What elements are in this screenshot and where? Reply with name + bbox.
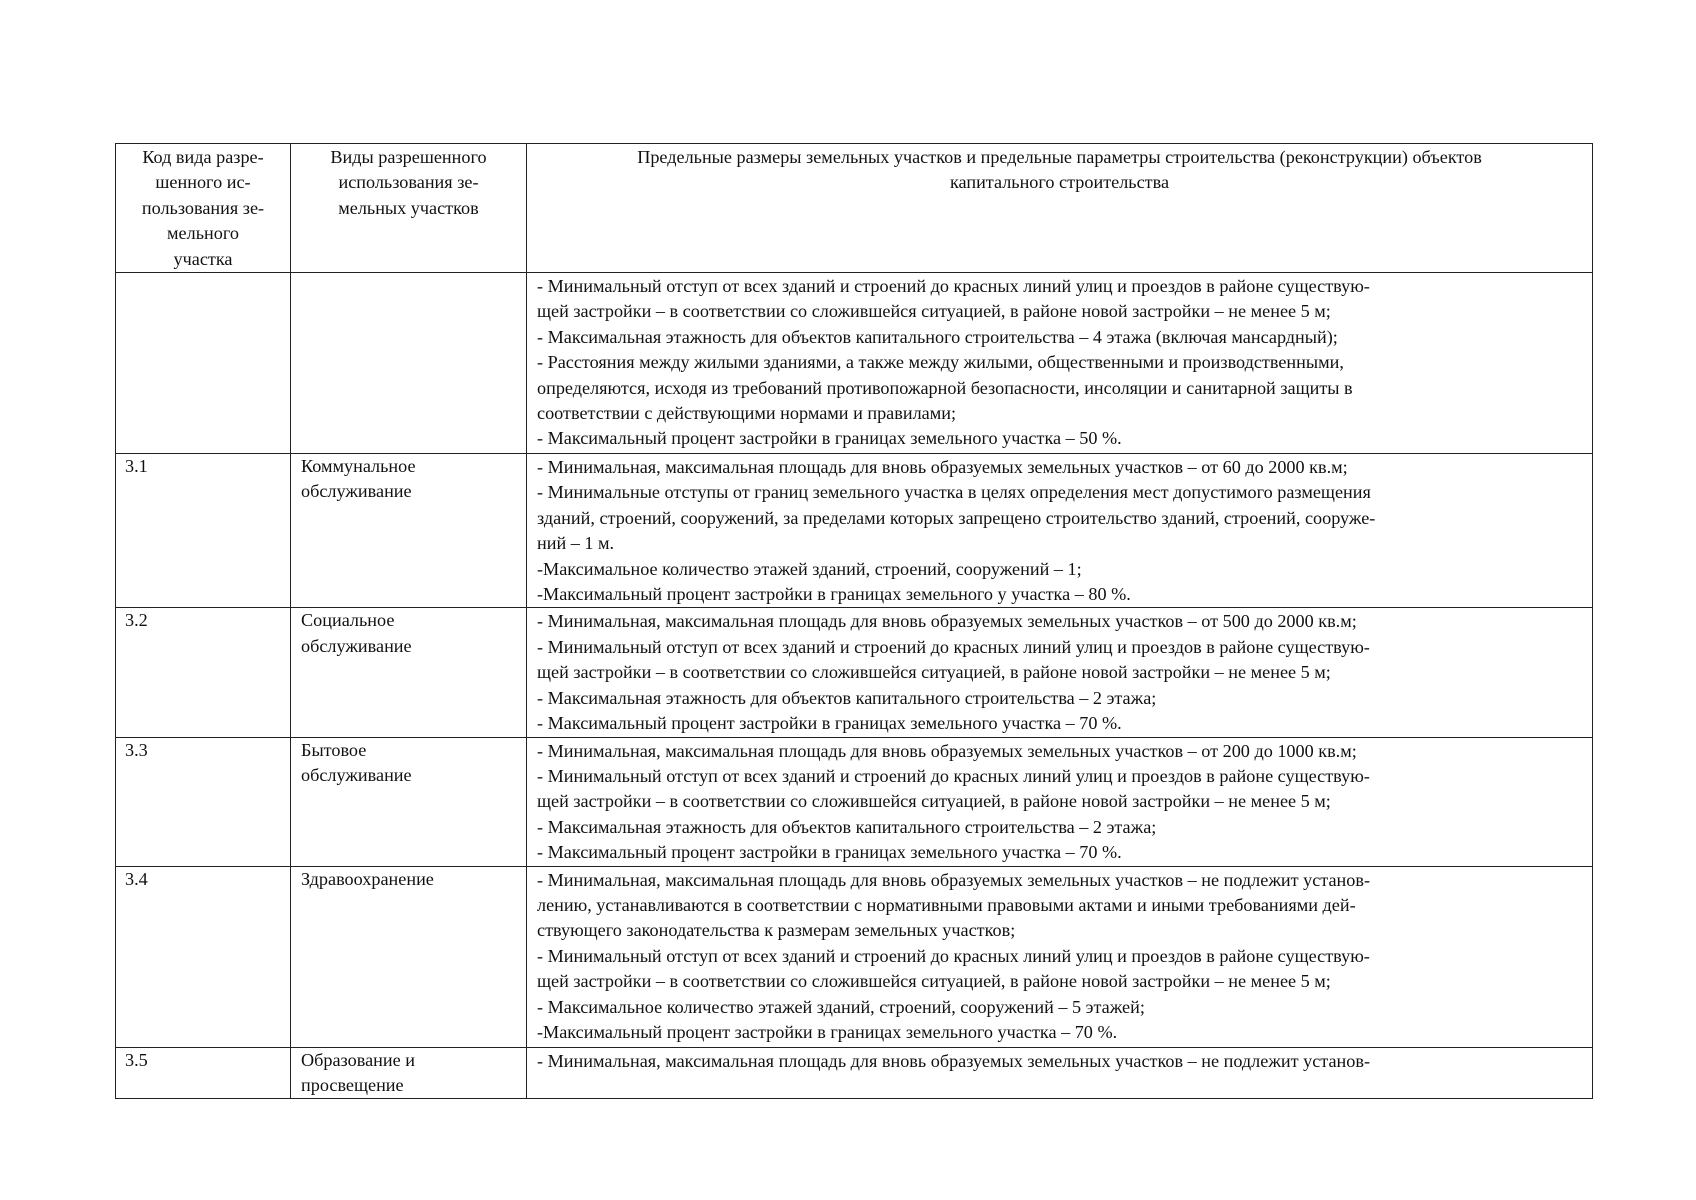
text-line: использования зе- — [338, 172, 479, 193]
row-kind — [291, 273, 527, 454]
text-line: ствующего законодательства к размерам земельных участков; — [537, 920, 1016, 941]
row-code: 3.5 — [116, 1047, 291, 1099]
row-params — [527, 273, 1593, 454]
text-line: - Максимальный процент застройки в границах земельного участка – 50 %. — [537, 428, 1122, 449]
row-code: 3.3 — [116, 737, 291, 866]
text-line: лению, устанавливаются в соответствии с нормативными правовыми актами и иными требованиями дей- — [537, 894, 1356, 915]
text-line: - Расстояния между жилыми зданиями, а также между жилыми, общественными и производственными, — [537, 352, 1344, 373]
text-line: щей застройки – в соответствии со сложившейся ситуацией, в районе новой застройки – не менее 5 м; — [537, 791, 1331, 812]
row-params — [527, 608, 1593, 737]
table-row — [116, 608, 1593, 737]
table-row — [116, 866, 1593, 1047]
land-use-regulations-table — [115, 143, 1593, 1099]
row-kind — [291, 608, 527, 737]
table-row — [116, 737, 1593, 866]
text-line: мельного — [167, 223, 239, 244]
text-line: - Минимальные отступы от границ земельного участка в целях определения мест допустимого размещения — [537, 482, 1371, 503]
text-line: Социальное — [301, 610, 395, 631]
text-line: пользования зе- — [141, 197, 265, 218]
text-line: Бытовое — [301, 739, 367, 760]
row-code: 3.4 — [116, 866, 291, 1047]
text-line: шенного ис- — [155, 172, 251, 193]
text-line: -Максимальный процент застройки в границах земельного у участка – 80 %. — [537, 584, 1131, 605]
row-code: 3.1 — [116, 454, 291, 608]
row-params — [527, 737, 1593, 866]
text-line: Коммунальное — [301, 456, 416, 477]
text-line: - Минимальная, максимальная площадь для вновь образуемых земельных участков – от 200 до 1000 кв.м; — [537, 740, 1357, 761]
row-kind — [291, 454, 527, 608]
header-kind — [291, 144, 527, 273]
text-line: - Максимальный процент застройки в границах земельного участка – 70 %. — [537, 713, 1122, 734]
text-line: - Минимальный отступ от всех зданий и строений до красных линий улиц и проездов в районе существую- — [537, 945, 1370, 966]
text-line: ний – 1 м. — [537, 533, 615, 554]
text-line: просвещение — [301, 1074, 404, 1095]
text-line: - Максимальное количество этажей зданий, строений, сооружений – 5 этажей; — [537, 996, 1145, 1017]
text-line: -Максимальное количество этажей зданий, строений, сооружений – 1; — [537, 558, 1082, 579]
text-line: -Максимальный процент застройки в границах земельного участка – 70 %. — [537, 1021, 1118, 1042]
text-line: - Минимальная, максимальная площадь для вновь образуемых земельных участков – от 500 до 2000 кв.м; — [537, 611, 1357, 632]
text-line: определяются, исходя из требований противопожарной безопасности, инсоляции и санитарной защиты в — [537, 377, 1353, 398]
text-line: - Минимальный отступ от всех зданий и строений до красных линий улиц и проездов в районе существую- — [537, 765, 1370, 786]
text-line: - Максимальный процент застройки в границах земельного участка – 70 %. — [537, 842, 1122, 863]
text-line: - Минимальный отступ от всех зданий и строений до красных линий улиц и проездов в районе существую- — [537, 636, 1370, 657]
row-params — [527, 866, 1593, 1047]
header-code — [116, 144, 291, 273]
text-line: Код вида разре- — [142, 147, 264, 167]
text-line: - Минимальная, максимальная площадь для вновь образуемых земельных участков – не подлежит установ- — [537, 869, 1371, 890]
text-line: Здравоохранение — [301, 868, 434, 889]
text-line: участка — [173, 248, 233, 269]
row-code: 3.2 — [116, 608, 291, 737]
text-line: щей застройки – в соответствии со сложившейся ситуацией, в районе новой застройки – не менее 5 м; — [537, 301, 1331, 322]
row-params — [527, 1047, 1593, 1099]
text-line: Виды разрешенного — [330, 147, 487, 167]
table-row — [116, 454, 1593, 608]
text-line: мельных участков — [338, 197, 479, 218]
row-kind — [291, 737, 527, 866]
text-line: - Максимальная этажность для объектов капитального строительства – 2 этажа; — [537, 687, 1157, 708]
text-line: обслуживание — [301, 481, 412, 502]
text-line: щей застройки – в соответствии со сложившейся ситуацией, в районе новой застройки – не менее 5 м; — [537, 971, 1331, 992]
text-line: обслуживание — [301, 635, 412, 656]
text-line: щей застройки – в соответствии со сложившейся ситуацией, в районе новой застройки – не менее 5 м; — [537, 662, 1331, 683]
text-line: - Максимальная этажность для объектов капитального строительства – 2 этажа; — [537, 816, 1157, 837]
row-kind — [291, 866, 527, 1047]
table-row — [116, 273, 1593, 454]
table-row — [116, 1047, 1593, 1099]
header-params — [527, 144, 1593, 273]
text-line: обслуживание — [301, 764, 412, 785]
row-code — [116, 273, 291, 454]
row-kind — [291, 1047, 527, 1099]
row-params — [527, 454, 1593, 608]
text-line: - Максимальная этажность для объектов капитального строительства – 4 этажа (включая мансардный); — [537, 326, 1338, 347]
text-line: - Минимальный отступ от всех зданий и строений до красных линий улиц и проездов в районе существую- — [537, 276, 1370, 297]
text-line: Образование и — [301, 1049, 415, 1070]
text-line: - Минимальная, максимальная площадь для вновь образуемых земельных участков – от 60 до 2000 кв.м; — [537, 457, 1348, 478]
text-line: соответствии с действующими нормами и правилами; — [537, 403, 957, 424]
text-line: - Минимальная, максимальная площадь для вновь образуемых земельных участков – не подлежит установ- — [537, 1050, 1371, 1071]
text-line: капитального строительства — [949, 172, 1170, 193]
table-header-row — [116, 144, 1593, 273]
text-line: зданий, строений, сооружений, за пределами которых запрещено строительство зданий, строений, сооруже- — [537, 507, 1376, 528]
text-line: Предельные размеры земельных участков и предельные параметры строительства (реконструкции) объектов — [637, 147, 1482, 167]
